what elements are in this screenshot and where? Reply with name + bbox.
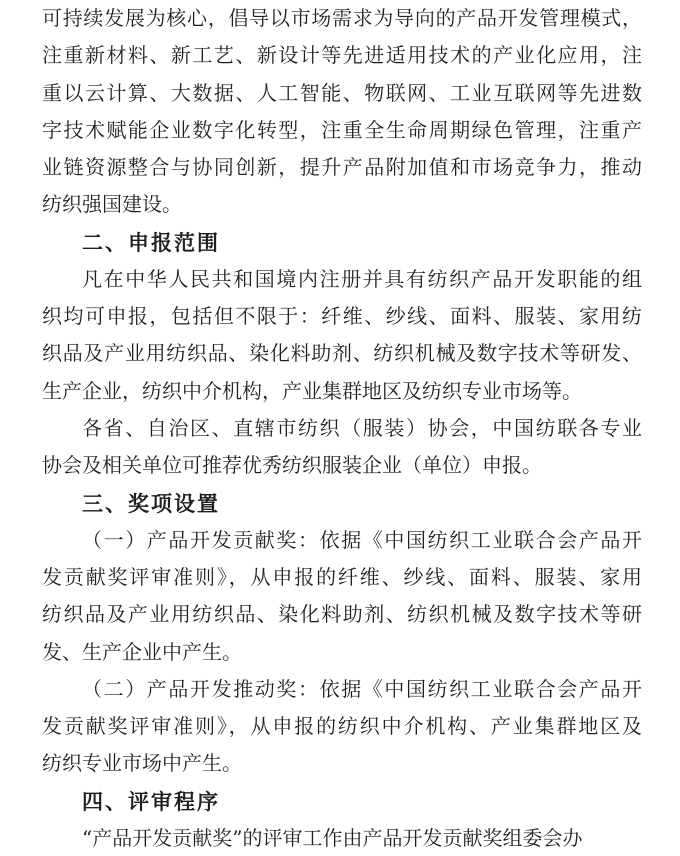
text-line: （二）产品开发推动奖：依据《中国纺织工业联合会产品开 — [82, 677, 642, 701]
text-line: （一）产品开发贡献奖：依据《中国纺织工业联合会产品开 — [82, 528, 642, 552]
text-line: 各省、自治区、直辖市纺织（服装）协会，中国纺联各专业 — [82, 416, 642, 440]
text-line: 纺织专业市场中产生。 — [42, 751, 242, 775]
text-line: 发贡献奖评审准则》，从申报的纺织中介机构、产业集群地区及 — [42, 714, 642, 738]
section-heading-review: 四、评审程序 — [82, 789, 220, 814]
text-line: 协会及相关单位可推荐优秀纺织服装企业（单位）申报。 — [42, 453, 542, 477]
text-line: 凡在中华人民共和国境内注册并具有纺织产品开发职能的组 — [82, 267, 642, 291]
text-line: 可持续发展为核心，倡导以市场需求为导向的产品开发管理模式， — [42, 6, 642, 30]
text-line: 发贡献奖评审准则》，从申报的纤维、纱线、面料、服装、家用 — [42, 565, 642, 589]
text-line: 字技术赋能企业数字化转型，注重全生命周期绿色管理，注重产 — [42, 118, 642, 142]
section-heading-scope: 二、申报范围 — [82, 230, 220, 255]
text-line: 纺织强国建设。 — [42, 192, 182, 216]
text-line: 纺织品及产业用纺织品、染化料助剂、纺织机械及数字技术等研 — [42, 602, 642, 626]
text-line: 发、生产企业中产生。 — [42, 640, 242, 664]
text-line: 业链资源整合与协同创新，提升产品附加值和市场竞争力，推动 — [42, 155, 642, 179]
text-line: 重以云计算、大数据、人工智能、物联网、工业互联网等先进数 — [42, 81, 642, 105]
text-line: 织品及产业用纺织品、染化料助剂、纺织机械及数字技术等研发、 — [42, 341, 642, 365]
text-line: 注重新材料、新工艺、新设计等先进适用技术的产业化应用，注 — [42, 43, 642, 67]
text-line: 织均可申报，包括但不限于：纤维、纱线、面料、服装、家用纺 — [42, 304, 642, 328]
text-line: 生产企业，纺织中介机构，产业集群地区及纺织专业市场等。 — [42, 379, 582, 403]
section-heading-awards: 三、奖项设置 — [82, 491, 220, 516]
text-line: “产品开发贡献奖”的评审工作由产品开发贡献奖组委会办 — [82, 826, 583, 850]
